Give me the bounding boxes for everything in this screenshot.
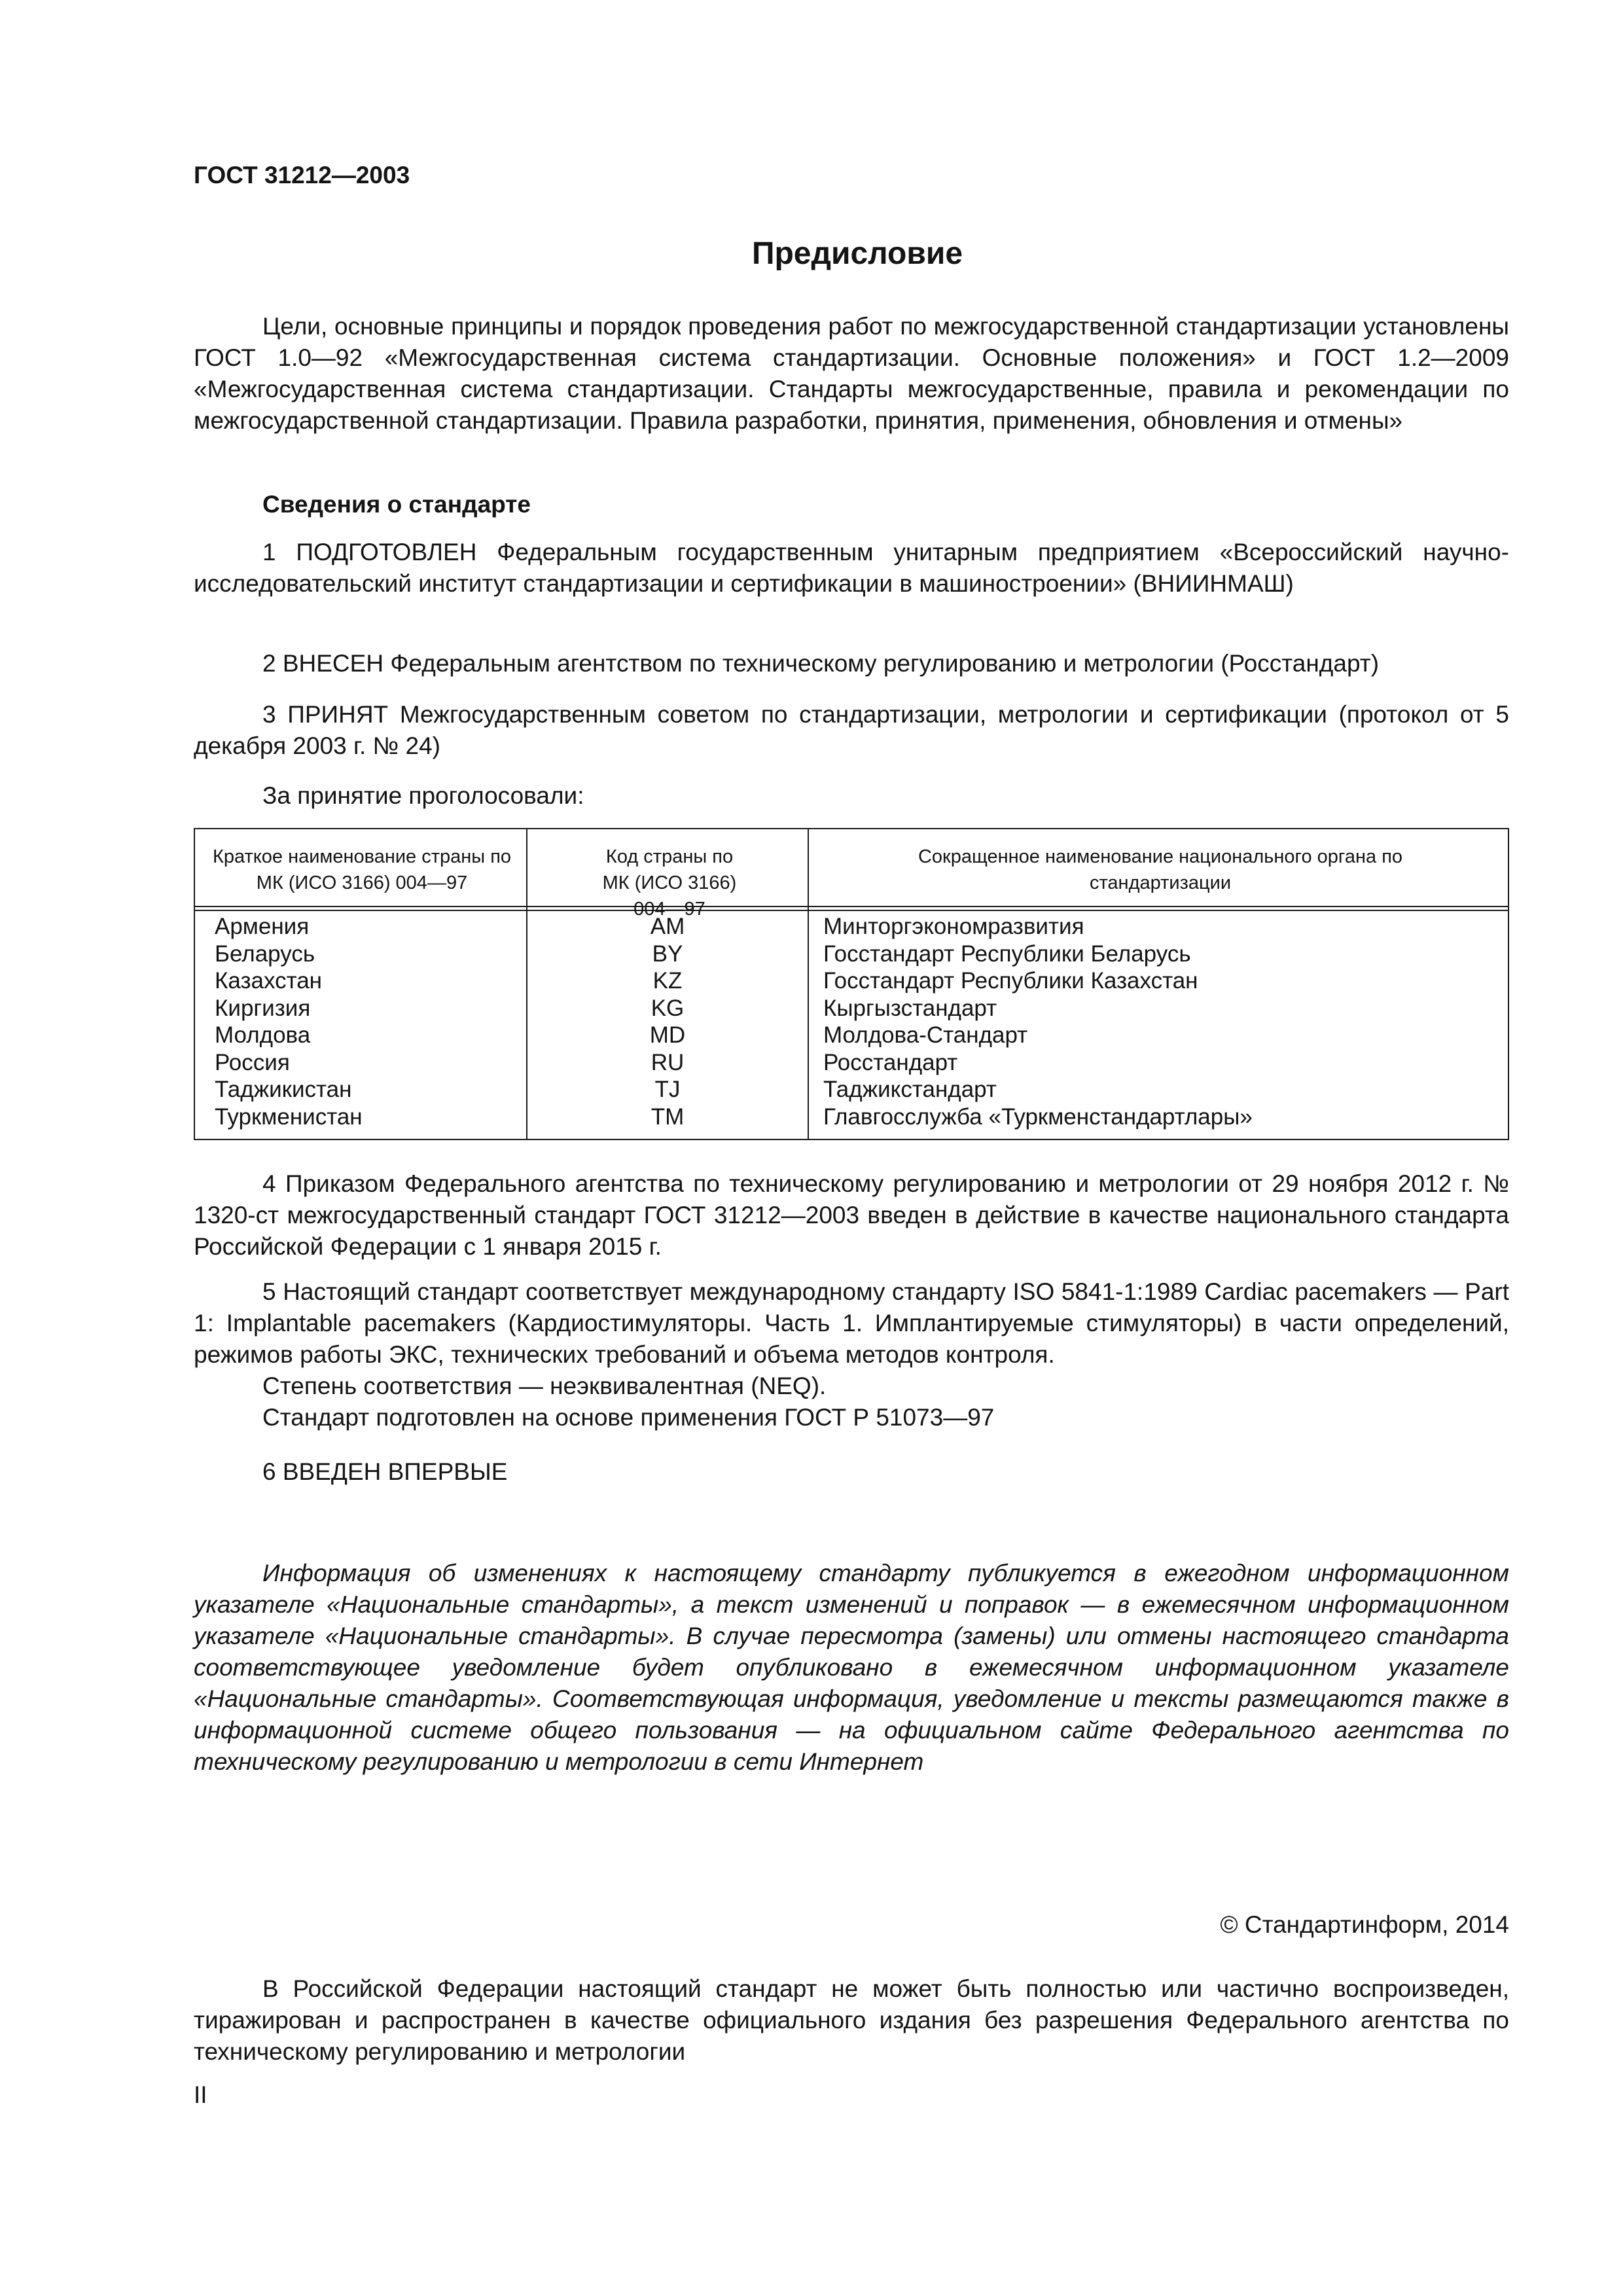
- table-cell: Молдова: [215, 1022, 311, 1048]
- item-2-text: 2 ВНЕСЕН Федеральным агентством по техническому регулированию и метрологии (Росстандарт): [262, 650, 1380, 677]
- table-cell: BY: [652, 941, 683, 967]
- table-cell: Таджикстандарт: [823, 1077, 997, 1102]
- item-5-paragraph: [194, 1276, 1509, 1433]
- table-cell: Киргизия: [215, 995, 311, 1021]
- item-2-paragraph: [194, 648, 1509, 679]
- page-title: Предисловие: [751, 236, 963, 271]
- table-cell: Армения: [215, 914, 310, 939]
- table-divider: [808, 829, 809, 1139]
- item-5-basis: Стандарт подготовлен на основе применения ГОСТ Р 51073—97: [262, 1404, 995, 1431]
- item-1-paragraph: [194, 537, 1509, 600]
- item-6-text: 6 ВВЕДЕН ВПЕРВЫЕ: [262, 1458, 508, 1485]
- voted-label: За принятие проголосовали:: [262, 782, 584, 809]
- table-cell: Минторгэкономразвития: [823, 914, 1084, 939]
- table-cell: RU: [651, 1049, 685, 1075]
- table-header-code: Код страны по МК (ИСО 3166) 004—97: [602, 846, 737, 920]
- info-notice-paragraph: [194, 1558, 1509, 1778]
- table-header-country: Краткое наименование страны по МК (ИСО 3166) 004—97: [212, 846, 512, 893]
- code-column: [527, 913, 808, 1130]
- table-cell: Росстандарт: [823, 1049, 958, 1075]
- rights-paragraph: [194, 1973, 1509, 2068]
- table-cell: MD: [649, 1022, 686, 1048]
- copyright-notice: © Стандартинформ, 2014: [1220, 1911, 1509, 1938]
- table-header-divider: [195, 910, 1508, 911]
- item-3-paragraph: [194, 699, 1509, 762]
- item-1-text: 1 ПОДГОТОВЛЕН Федеральным государственным унитарным предприятием «Всероссийский научно-исследовательский институт стандартизации и сертификации в машиностроении» (ВНИИНМАШ): [194, 539, 1509, 597]
- item-3-text: 3 ПРИНЯТ Межгосударственным советом по стандартизации, метрологии и сертификации (протокол от 5 декабря 2003 г. № 24): [194, 701, 1509, 759]
- table-cell: Таджикистан: [215, 1077, 352, 1102]
- table-cell: Россия: [215, 1049, 290, 1075]
- info-notice-text: Информация об изменениях к настоящему стандарту публикуется в ежегодном информационном указателе «Национальные стандарты», а текст изменений и поправок — в ежемесячном информационном указателе «Национальные стандарты». В случае пересмотра (замены) или отмены настоящего стандарта соответствующее уведомление будет опубликовано в ежемесячном информационном указателе «Национальные стандарты». Соответствующая информация, уведомление и тексты размещаются также в информационной системе общего пользования — на официальном сайте Федерального агентства по техническому регулированию и метрологии в сети Интернет: [194, 1560, 1509, 1775]
- standard-info-heading: Сведения о стандарте: [262, 491, 531, 518]
- item-5-text: 5 Настоящий стандарт соответствует международному стандарту ISO 5841-1:1989 Cardiac pacemakers — Part 1: Implantable pacemakers (Кардиостимуляторы. Часть 1. Имплантируемые стимуляторы) в части определений, режимов работы ЭКС, технических требований и объема методов контроля.: [194, 1278, 1509, 1368]
- table-cell: KZ: [652, 968, 683, 994]
- table-cell: AM: [650, 914, 685, 939]
- intro-text: Цели, основные принципы и порядок проведения работ по межгосударственной стандартизации установлены ГОСТ 1.0—92 «Межгосударственная система стандартизации. Основные положения» и ГОСТ 1.2—2009 «Межгосударственная система стандартизации. Стандарты межгосударственные, правила и рекомендации по межгосударственной стандартизации. Правила разработки, принятия, применения, обновления и отмены»: [194, 313, 1509, 434]
- table-cell: Главгосслужба «Туркменстандартлары»: [823, 1103, 1253, 1130]
- intro-paragraph: [194, 311, 1509, 437]
- item-4-text: 4 Приказом Федерального агентства по техническому регулированию и метрологии от 29 ноября 2012 г. № 1320-ст межгосударственный стандарт ГОСТ 31212—2003 введен в действие в качестве национального стандарта Российской Федерации с 1 января 2015 г.: [194, 1170, 1509, 1260]
- table-cell: Туркменистан: [215, 1103, 363, 1130]
- table-cell: KG: [651, 995, 685, 1021]
- table-cell: Кыргызстандарт: [823, 995, 997, 1021]
- standard-header: ГОСТ 31212—2003: [194, 162, 410, 188]
- voting-table: [194, 828, 1509, 1140]
- table-cell: TM: [651, 1103, 685, 1130]
- country-column: [215, 913, 363, 1130]
- item-4-paragraph: [194, 1168, 1509, 1263]
- table-cell: Казахстан: [215, 968, 323, 994]
- table-cell: Беларусь: [215, 941, 315, 967]
- table-cell: Молдова-Стандарт: [823, 1022, 1028, 1048]
- body-column: [823, 913, 1253, 1130]
- page-number: II: [194, 2081, 207, 2108]
- item-5-degree: Степень соответствия — неэквивалентная (NEQ).: [262, 1372, 827, 1399]
- table-cell: TJ: [654, 1077, 681, 1102]
- table-cell: Госстандарт Республики Беларусь: [823, 941, 1191, 967]
- table-header-divider: [195, 906, 1508, 907]
- rights-text: В Российской Федерации настоящий стандарт не может быть полностью или частично воспроизведен, тиражирован и распространен в качестве официального издания без разрешения Федерального агентства по техническому регулированию и метрологии: [194, 1975, 1509, 2065]
- table-header-body: Сокращенное наименование национального органа по стандартизации: [918, 846, 1403, 893]
- table-cell: Госстандарт Республики Казахстан: [823, 968, 1198, 994]
